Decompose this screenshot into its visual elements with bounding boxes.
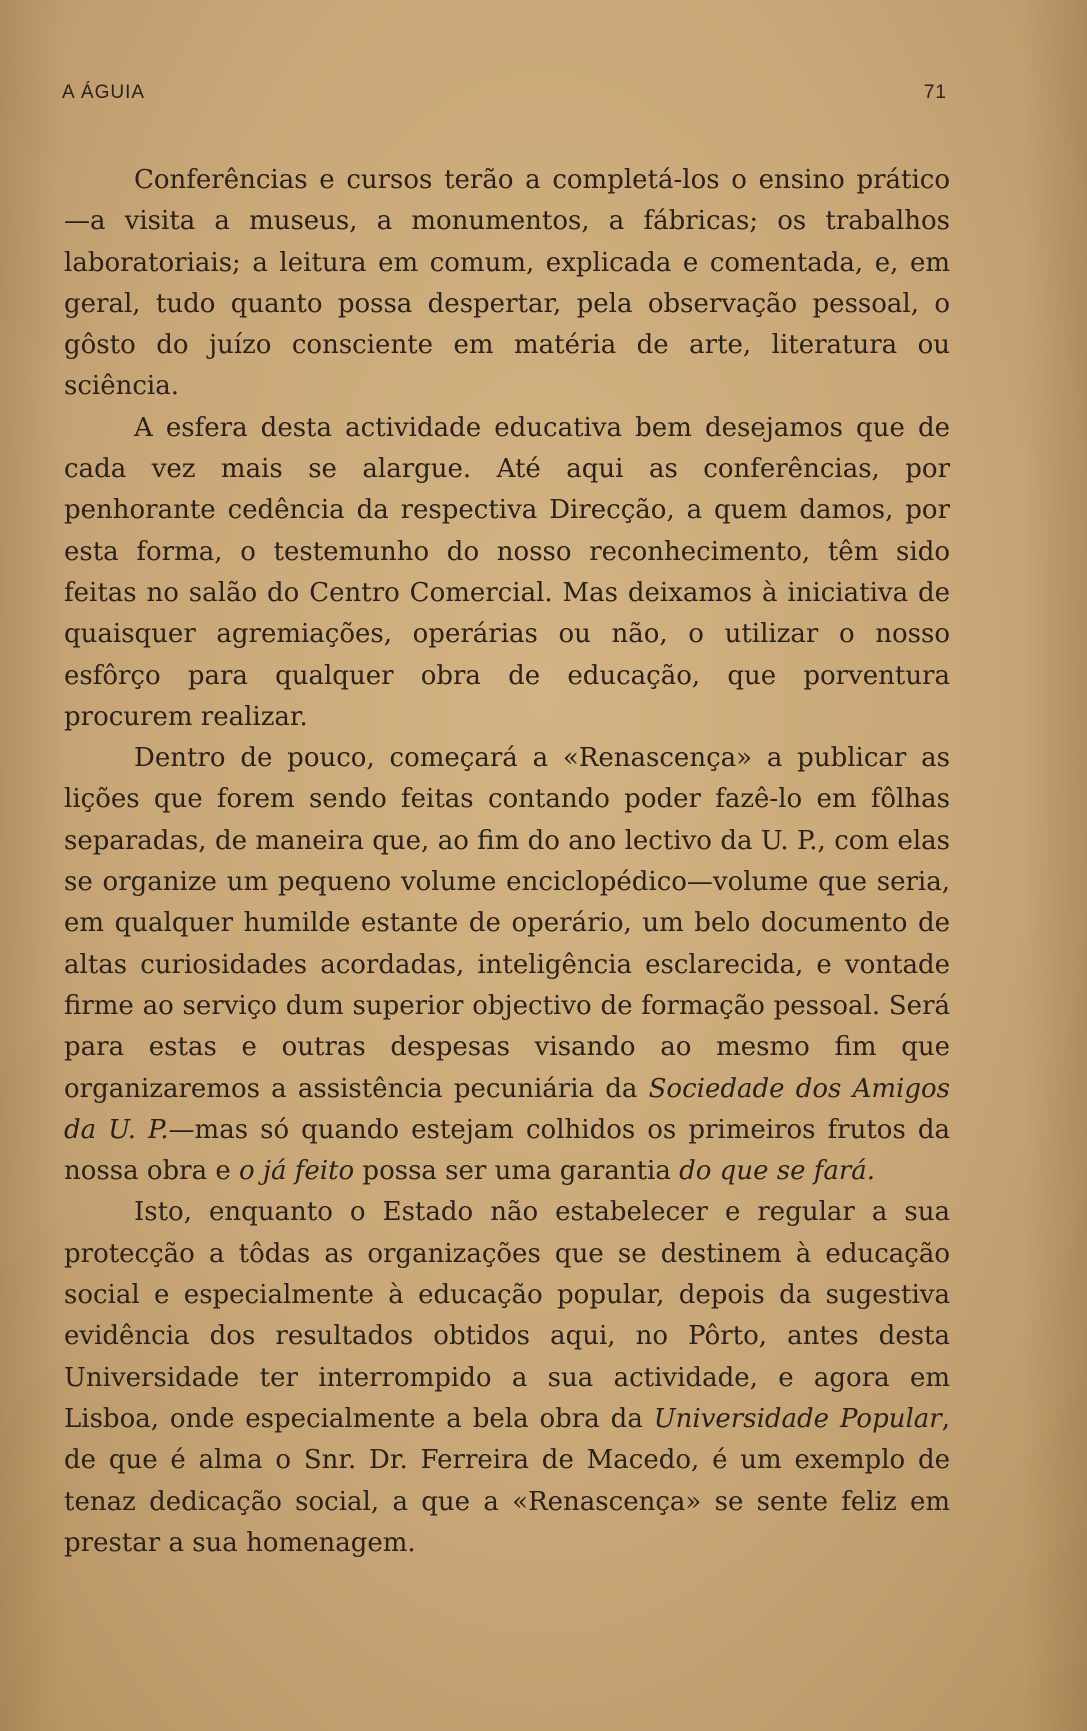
paragraph-3-text-a: Dentro de pouco, começará a «Renascença» a publicar as lições que forem sendo feitas contando poder fazê-lo em fôlhas separadas, de maneira que, ao fim do ano lectivo da U. P., com elas se organize um pequeno volume enciclopédico—volume que seria, em qualquer humilde estante de operário, um belo documento de altas curiosidades acordadas, inteligência esclarecida, e vontade firme ao serviço dum superior objectivo de formação pessoal. Será para estas e outras despesas visando ao mesmo fim que organizaremos a assistência pecuniária da [64, 743, 950, 1104]
running-head [62, 82, 947, 108]
running-title: A ÁGUIA [62, 82, 146, 103]
paragraph-3-text-b: —mas só quando estejam colhidos os primeiros frutos da nossa obra e [64, 1114, 950, 1187]
paragraph-3-italic-c: do que se fará. [679, 1156, 876, 1187]
paragraph-4-italic-a: Universidade Popular [653, 1403, 942, 1434]
paragraph-3-italic-a: Sociedade dos Amigos da U. P. [64, 1073, 950, 1145]
paragraph-4-text-b: , de que é alma o Snr. Dr. Ferreira de Macedo, é um exemplo de tenaz dedicação social, a que a «Renascença» se sente feliz em prestar a sua homenagem. [64, 1403, 950, 1558]
paragraph-3 [64, 738, 950, 1192]
paragraph-4 [64, 1192, 950, 1564]
page-number: 71 [923, 82, 947, 103]
paragraph-3-text-c: possa ser uma garantia [354, 1156, 680, 1187]
paragraph-1: Conferências e cursos terão a completá-los o ensino prático —a visita a museus, a monumentos, a fábricas; os trabalhos laboratoriais; a leitura em comum, explicada e comentada, e, em geral, tudo quanto possa despertar, pela observação pessoal, o gôsto do juízo consciente em matéria de arte, literatura ou sciência. [64, 165, 950, 402]
paragraph-3-italic-b: o já feito [239, 1156, 355, 1187]
paragraph-2: A esfera desta actividade educativa bem desejamos que de cada vez mais se alargue. Até aqui as conferências, por penhorante cedência da respectiva Direcção, a quem damos, por esta forma, o testemunho do nosso reconhecimento, têm sido feitas no salão do Centro Comercial. Mas deixamos à iniciativa de quaisquer agremiações, operárias ou não, o utilizar o nosso esfôrço para qualquer obra de educação, que porventura procurem realizar. [64, 412, 950, 732]
body-text [64, 160, 950, 1564]
paragraph-4-text-a: Isto, enquanto o Estado não estabelecer e regular a sua protecção a tôdas as organizações que se destinem à educação social e especialmente à educação popular, depois da sugestiva evidência dos resultados obtidos aqui, no Pôrto, antes desta Universidade ter interrompido a sua actividade, e agora em Lisboa, onde especialmente a bela obra da [64, 1197, 950, 1434]
